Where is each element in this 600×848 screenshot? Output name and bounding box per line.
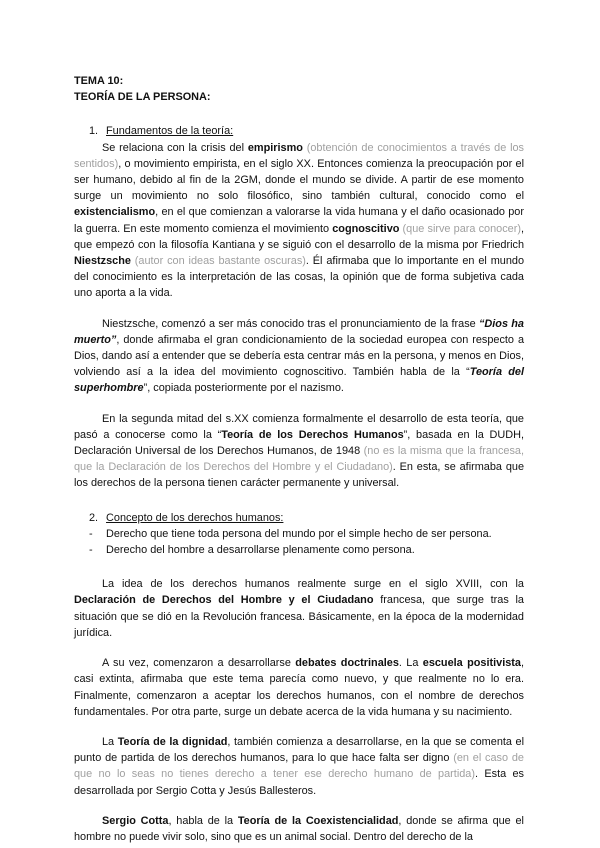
text-run: ”, basada en la DUDH, Declaración Universal de los Derechos Humanos, de 1948 xyxy=(74,428,524,458)
gray-note: (obtención de conocimientos a través de los sentidos) xyxy=(74,141,524,170)
list-item-text: Derecho del hombre a desarrollarse plenamente como persona. xyxy=(106,544,415,557)
text-run: ”, copiada posteriormente por el nazismo. xyxy=(143,382,344,395)
text-run: En la segunda mitad del s.XX comienza formalmente el desarrollo de esta teoría, que pasó a conocerse como la “ xyxy=(74,412,524,441)
paragraph-debates xyxy=(74,655,524,720)
text-run: , en el que comienzan a valorarse la vida humana y el daño ocasionado por la guerra. En este momento comienza el movimiento xyxy=(74,206,524,235)
text-run: Se relaciona con la crisis del xyxy=(102,141,248,154)
list-item xyxy=(74,542,524,558)
paragraph-coexistencialidad xyxy=(74,813,524,845)
paragraph-dignidad xyxy=(74,734,524,799)
bold-term: Teoría de los Derechos Humanos xyxy=(221,428,404,441)
bold-term: Declaración de Derechos del Hombre y el Ciudadano xyxy=(74,594,374,607)
text-run: La idea de los derechos humanos realmente surge en el siglo XVIII, con la xyxy=(102,578,524,591)
gray-note: (en el caso de que no lo seas no tienes derecho a tener ese derecho humano de partida) xyxy=(74,752,524,781)
doc-title-line2: TEORÍA DE LA PERSONA: xyxy=(74,91,211,104)
bold-term: empirismo xyxy=(247,141,303,154)
list-item-text: Derecho que tiene toda persona del mundo por el simple hecho de ser persona. xyxy=(106,527,492,540)
section2-number: 2. xyxy=(89,511,99,524)
paragraph-nietzsche xyxy=(74,316,524,397)
paragraph-empirismo xyxy=(74,140,524,302)
section1-heading xyxy=(74,123,524,139)
section2-heading-text: Concepto de los derechos humanos: xyxy=(106,511,284,524)
text-run: La xyxy=(102,735,118,748)
gray-note: (no es la misma que la francesa, que la Declaración de los Derechos del Hombre y el Ciudadano) xyxy=(74,445,524,474)
doc-title-line1: TEMA 10: xyxy=(74,75,124,87)
paragraph-siglo-xviii xyxy=(74,576,524,641)
text-run: , que empezó con la filosofía Kantiana y se siguió con el desarrollo de la misma por Friedrich xyxy=(74,222,524,251)
bold-term: Teoría de la Coexistencialidad xyxy=(237,814,399,827)
text-run: . Él afirmaba que lo importante en el mundo del conocimiento es la interpretación de las cosas, la opinión que de forma subjetiva cada uno aporta a la vida. xyxy=(74,255,524,300)
section1-heading-text: Fundamentos de la teoría: xyxy=(106,125,234,138)
text-run: Niestzsche, comenzó a ser más conocido tras el pronunciamiento de la frase xyxy=(102,317,479,330)
bold-term: cognoscitivo xyxy=(332,222,400,235)
dash-marker: - xyxy=(89,544,93,557)
bold-italic-term: Teoría del superhombre xyxy=(74,366,524,395)
bold-term: Teoría de la dignidad xyxy=(117,735,228,748)
section1-number: 1. xyxy=(89,125,99,138)
text-run: , donde se afirma que el hombre no puede vivir solo, sino que es un animal social. Dentro del derecho de la xyxy=(74,814,524,843)
text-run: . Esta es desarrollada por Sergio Cotta y Jesús Ballesteros. xyxy=(74,768,524,797)
text-run: . La xyxy=(398,657,423,670)
bold-term: escuela positivista xyxy=(422,657,521,670)
bold-term: Sergio Cotta xyxy=(102,814,169,827)
text-run: A su vez, comenzaron a desarrollarse xyxy=(102,657,296,670)
bold-italic-term: “Dios ha muerto” xyxy=(74,317,524,346)
text-run: , habla de la xyxy=(168,814,238,827)
list-item xyxy=(74,526,524,542)
text-run: , o movimiento empirista, en el siglo XX. Entonces comienza la preocupación por el ser humano, debido al fin de la 2GM, donde el mundo se divide. A partir de ese momento surge un movimiento no solo filosófico, sino también cultural, conocido como el xyxy=(74,157,524,203)
text-run: , también comienza a desarrollarse, en la que se comenta el punto de partida de los derechos humanos, para lo que hace falta ser digno xyxy=(74,735,524,765)
gray-note: (que sirve para conocer) xyxy=(399,222,521,235)
gray-note: (autor con ideas bastante oscuras) xyxy=(130,255,306,268)
text-run: francesa, que surge tras la situación que se dió en la Revolución francesa. Básicamente, en la época de la modernidad jurídica. xyxy=(74,594,524,639)
bold-term: Niestzsche xyxy=(74,255,131,268)
definition-list xyxy=(74,526,524,558)
text-run: , casi extinta, afirmaba que este tema parecía como nuevo, y que realmente no lo era. Finalmente, comenzaron a aceptar los derechos humanos, con el nombre de derechos fundamentales. Por otra parte, surge un debate acerca de la vida humana y su nacimiento. xyxy=(74,657,524,718)
dash-marker: - xyxy=(89,527,93,540)
paragraph-dudh xyxy=(74,411,524,492)
bold-term: existencialismo xyxy=(74,206,156,219)
section2-heading xyxy=(74,510,524,526)
bold-term: debates doctrinales xyxy=(295,657,399,670)
text-run: , donde afirmaba el gran condicionamiento de la sociedad europea con respecto a Dios, dando así a entender que se debería esta centrar más en la persona, y menos en Dios, volviendo así a la idea del movimiento cognoscitivo. También habla de la “ xyxy=(74,333,524,379)
text-run: . En esta, se afirmaba que los derechos de la persona tienen carácter permanente y universal. xyxy=(74,461,524,490)
